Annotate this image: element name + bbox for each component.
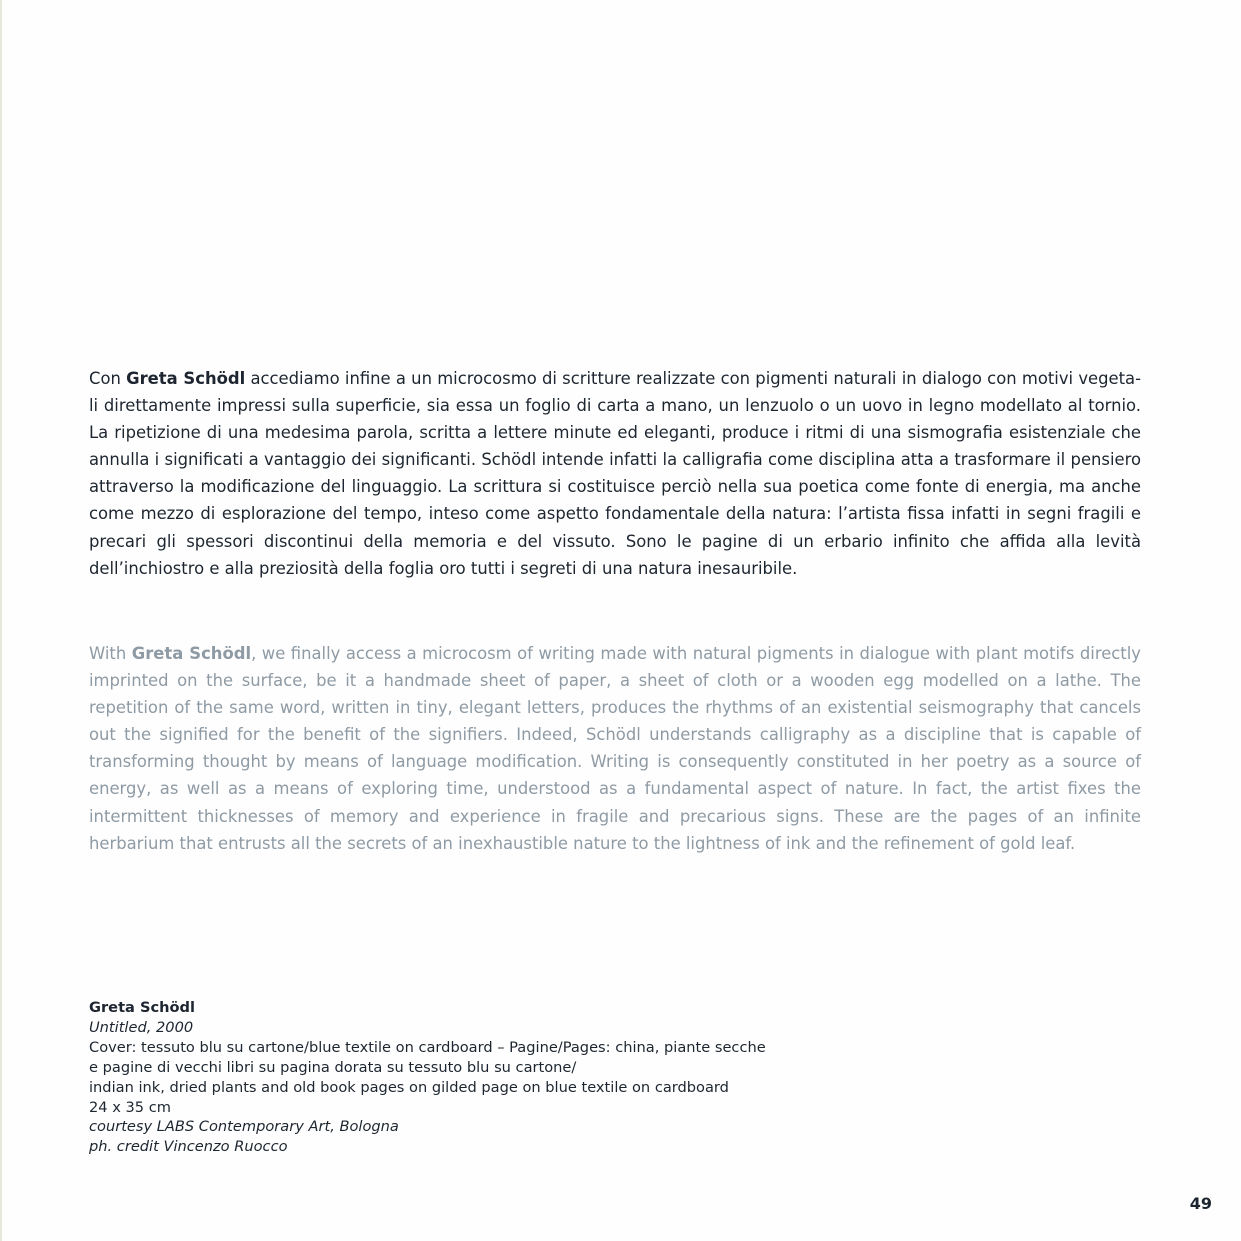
caption-dimensions: 24 x 35 cm [89, 1098, 171, 1116]
english-paragraph [89, 640, 1141, 857]
english-artist-name: Greta Schödl [131, 644, 252, 663]
caption-medium-line-3: indian ink, dried plants and old book pages on gilded page on blue textile on cardboard [89, 1078, 729, 1096]
caption-artist: Greta Schödl [89, 999, 196, 1016]
artwork-caption [89, 998, 889, 1157]
italian-artist-name: Greta Schödl [126, 369, 246, 388]
italian-intro: Con [89, 369, 127, 388]
italian-paragraph [89, 365, 1141, 582]
english-intro: With [89, 644, 132, 663]
page-number: 49 [1189, 1194, 1212, 1213]
caption-photo-credit: ph. credit Vincenzo Ruocco [89, 1138, 288, 1156]
caption-medium-line-1: Cover: tessuto blu su cartone/blue textile on cardboard – Pagine/Pages: china, piante secche [89, 1038, 766, 1056]
italian-body: accediamo infine a un microcosmo di scritture realizzate con pigmenti naturali in dialogo con motivi vegeta-li direttamente impressi sulla superficie, sia essa un foglio di carta a mano, un lenzuolo o un uovo in legno modellato al tornio. La ripetizione di una medesima parola, scritta a lettere minute ed eleganti, produce i ritmi di una sismografia esistenziale che annulla i significati a vantaggio dei significanti. Schödl intende infatti la calligrafia come disciplina atta a trasformare il pensiero attraverso la modificazione del linguaggio. La scrittura si costituisce perciò nella sua poetica come fonte di energia, ma anche come mezzo di esplorazione del tempo, inteso come aspetto fondamentale della natura: l’artista fissa infatti in segni fragili e precari gli spessori discontinui della memoria e del vissuto. Sono le pagine di un erbario infinito che affida alla levità dell’inchiostro e alla preziosità della foglia oro tutti i segreti di una natura inesauribile. [89, 369, 1141, 578]
page-edge [0, 0, 2, 1241]
english-body: , we finally access a microcosm of writing made with natural pigments in dialogue with plant motifs directly imprinted on the surface, be it a handmade sheet of paper, a sheet of cloth or a wooden egg modelled on a lathe. The repetition of the same word, written in tiny, elegant letters, produces the rhythms of an existential seismography that cancels out the signified for the benefit of the signifiers. Indeed, Schödl understands calligraphy as a discipline that is capable of transforming thought by means of language modification. Writing is consequently constituted in her poetry as a source of energy, as well as a means of exploring time, understood as a fundamental aspect of nature. In fact, the artist fixes the intermittent thicknesses of memory and experience in fragile and precarious signs. These are the pages of an infinite herbarium that entrusts all the secrets of an inexhaustible nature to the lightness of ink and the refinement of gold leaf. [89, 644, 1141, 853]
caption-medium-line-2: e pagine di vecchi libri su pagina dorata su tessuto blu su cartone/ [89, 1058, 577, 1076]
caption-courtesy: courtesy LABS Contemporary Art, Bologna [89, 1118, 399, 1136]
caption-title: Untitled, 2000 [89, 1018, 194, 1036]
